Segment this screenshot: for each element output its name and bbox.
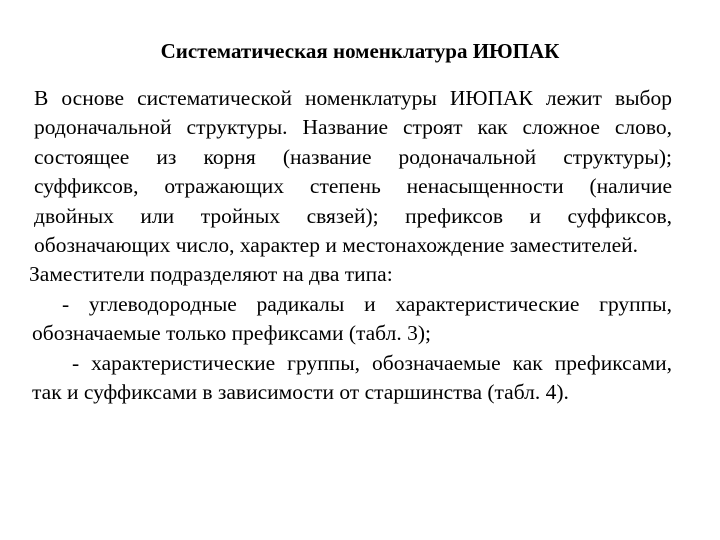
paragraph-intro: В основе систематической номенклатуры ИЮПАК лежит выбор родоначальной структуры. Название строят как сложное слово, состоящее из корня (название родоначальной структуры); суффиксов, отражающих степень ненасыщенности (наличие двойных или тройных связей); префиксов и суффиксов, обозначающих число, характер и местонахождение заместителей. bbox=[34, 86, 672, 258]
list-item-type-2: - характеристические группы, обозначаемые как префиксами, так и суффиксами в зависимости от старшинства (табл. 4). bbox=[32, 350, 672, 405]
list-item-type-1: - углеводородные радикалы и характеристические группы, обозначаемые только префиксами (табл. 3); bbox=[32, 291, 672, 346]
paragraph-substituent-types: Заместители подразделяют на два типа: bbox=[29, 262, 393, 287]
slide-title: Систематическая номенклатура ИЮПАК bbox=[160, 39, 560, 63]
slide-body bbox=[29, 84, 672, 407]
